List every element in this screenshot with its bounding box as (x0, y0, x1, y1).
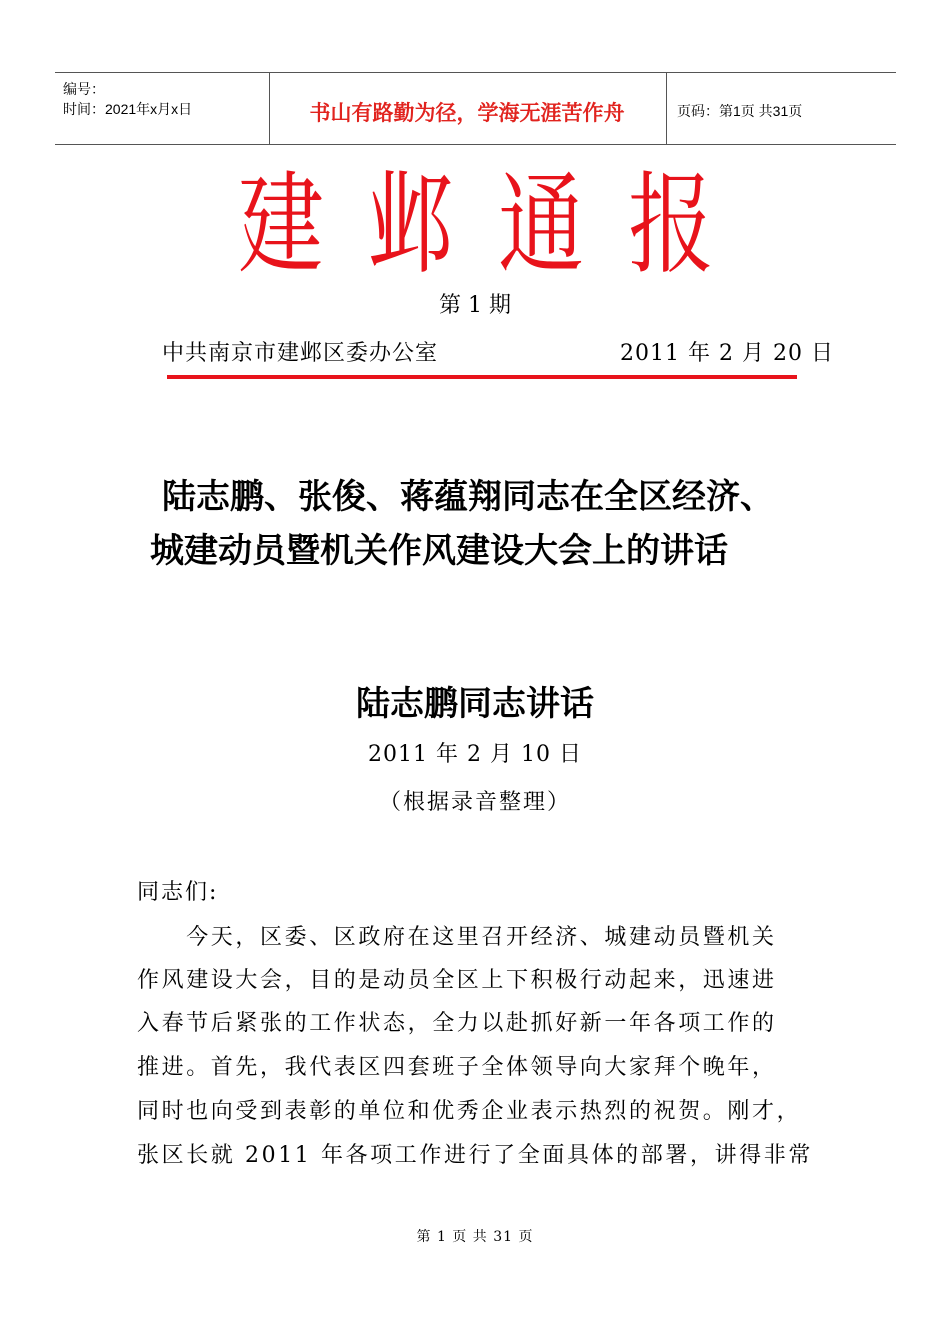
speech-date: 2011 年 2 月 10 日 (368, 742, 582, 767)
body-line: 今天，区委、区政府在这里召开经济、城建动员暨机关 (137, 925, 777, 950)
salutation: 同志们: (137, 880, 219, 905)
body-line: 张区长就 2011 年各项工作进行了全面具体的部署，讲得非常 (137, 1143, 813, 1168)
speech-title: 陆志鹏同志讲话 (356, 684, 594, 724)
masthead-title (226, 160, 726, 290)
masthead-red-rule (167, 375, 797, 379)
header-meta (63, 79, 192, 119)
article-title-line: 城建动员暨机关作风建设大会上的讲话 (150, 531, 728, 571)
body-line: 同时也向受到表彰的单位和优秀企业表示热烈的祝贺。刚才， (137, 1099, 802, 1124)
article-title-line: 陆志鹏、张俊、蒋蕴翔同志在全区经济、 (162, 477, 774, 517)
header-time-label: 时间：2021年x月x日 (63, 101, 193, 117)
header-motto: 书山有路勤为径，学海无涯苦作舟 (309, 101, 625, 125)
page-footer: 第 1 页 共 31 页 (416, 1229, 534, 1245)
masthead-char: 建 (238, 161, 324, 289)
page-header (55, 72, 896, 145)
article-title (150, 470, 830, 578)
body-line: 作风建设大会，目的是动员全区上下积极行动起来，迅速进 (137, 968, 777, 993)
issue-date: 2011 年 2 月 20 日 (620, 341, 834, 366)
issue-number: 第 1 期 (439, 293, 511, 318)
body-line: 推进。首先，我代表区四套班子全体领导向大家拜个晚年， (137, 1055, 777, 1080)
header-page-info: 页码：第1页 共31页 (677, 103, 803, 119)
issuer: 中共南京市建邺区委办公室 (162, 341, 439, 366)
speech-note: （根据录音整理） (378, 790, 571, 815)
masthead-char: 邺 (368, 161, 454, 289)
header-divider (666, 73, 667, 144)
masthead-char: 报 (628, 161, 714, 289)
body-line: 入春节后紧张的工作状态，全力以赴抓好新一年各项工作的 (137, 1011, 777, 1036)
header-number-label: 编号： (63, 81, 105, 97)
masthead-char: 通 (498, 161, 584, 289)
